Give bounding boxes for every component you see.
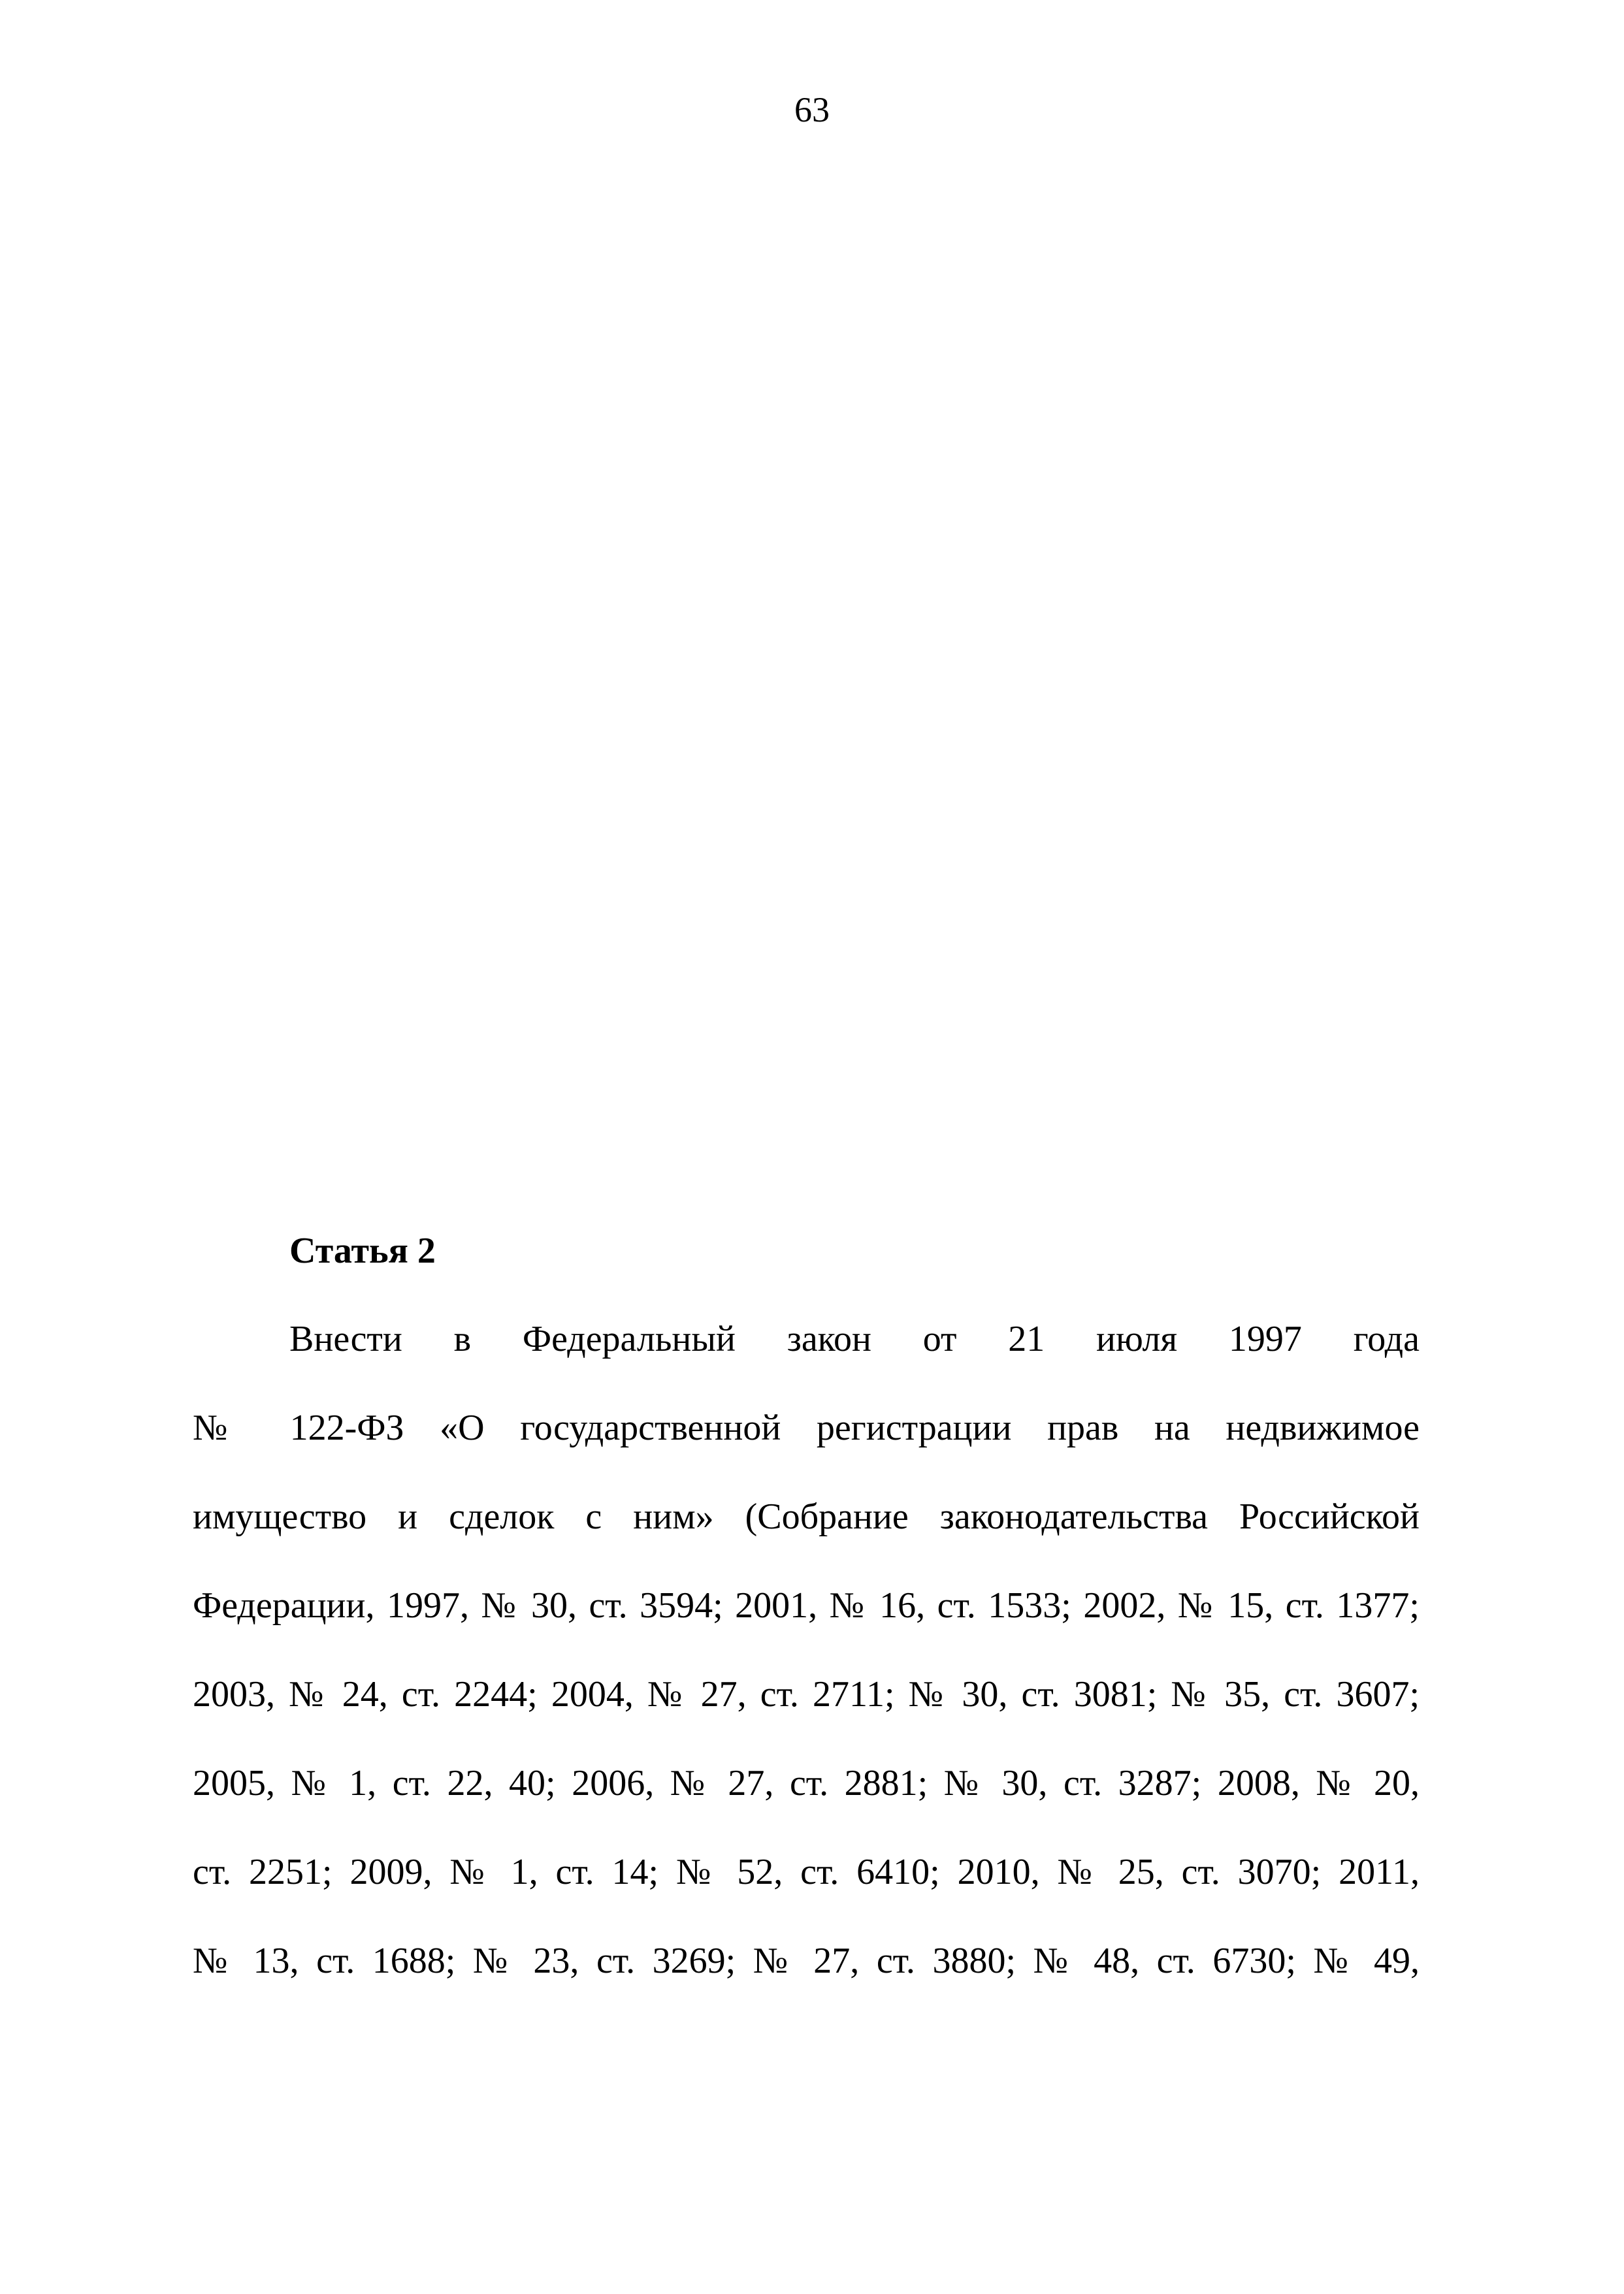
- article-heading: Статья 2: [289, 1231, 436, 1271]
- page-number: 63: [794, 90, 830, 129]
- body-line: № 122-ФЗ «О государственной регистрации прав на недвижимое: [193, 1408, 1420, 1448]
- body-line: Внести в Федеральный закон от 21 июля 1997 года: [289, 1319, 1420, 1359]
- body-line: № 13, ст. 1688; № 23, ст. 3269; № 27, ст. 3880; № 48, ст. 6730; № 49,: [193, 1941, 1420, 1981]
- body-line: имущество и сделок с ним» (Собрание законодательства Российской: [193, 1496, 1420, 1537]
- article-body: [193, 1310, 1420, 2020]
- body-line: ст. 2251; 2009, № 1, ст. 14; № 52, ст. 6410; 2010, № 25, ст. 3070; 2011,: [193, 1852, 1420, 1892]
- body-line: 2003, № 24, ст. 2244; 2004, № 27, ст. 2711; № 30, ст. 3081; № 35, ст. 3607;: [193, 1674, 1420, 1715]
- body-line: Федерации, 1997, № 30, ст. 3594; 2001, № 16, ст. 1533; 2002, № 15, ст. 1377;: [193, 1585, 1420, 1626]
- body-line: 2005, № 1, ст. 22, 40; 2006, № 27, ст. 2881; № 30, ст. 3287; 2008, № 20,: [193, 1763, 1420, 1803]
